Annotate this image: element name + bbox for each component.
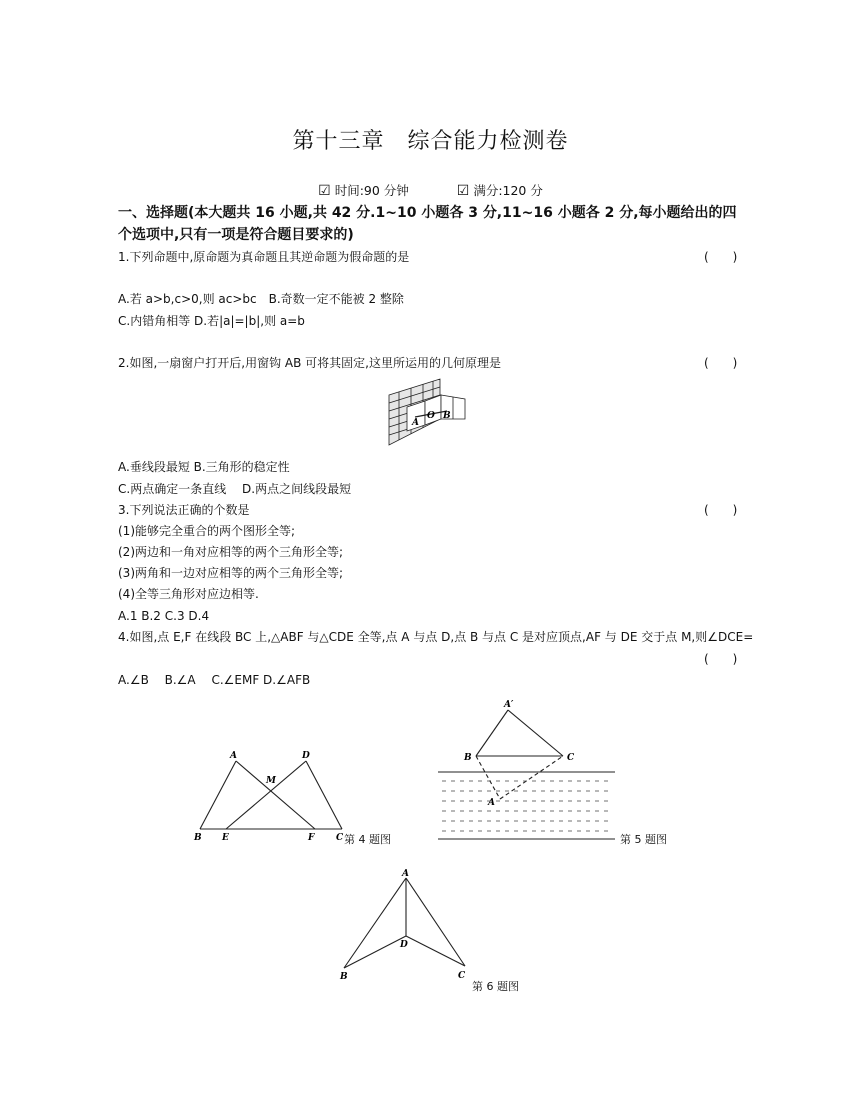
fig4-caption: 第 4 题图 bbox=[344, 833, 391, 846]
fig6-label-d: D bbox=[400, 940, 408, 950]
fig6-label-a: A bbox=[402, 869, 409, 879]
fig6-label-b: B bbox=[340, 972, 348, 982]
q4-answer-paren: ( ) bbox=[704, 652, 738, 666]
q3-answer-paren: ( ) bbox=[704, 503, 738, 517]
fig4-label-a: A bbox=[230, 751, 237, 761]
q3-statement-3: (3)两角和一边对应相等的两个三角形全等; bbox=[118, 566, 344, 580]
fig5-label-a: A bbox=[488, 798, 495, 808]
q2-options-line2: C.两点确定一条直线 D.两点之间线段最短 bbox=[118, 482, 352, 496]
fig4-label-c: C bbox=[336, 833, 344, 843]
q2-window-figure bbox=[385, 373, 475, 448]
fig5-label-b: B bbox=[464, 753, 472, 763]
fig4-label-b: B bbox=[194, 833, 202, 843]
q1-answer-paren: ( ) bbox=[704, 250, 738, 264]
q3-options: A.1 B.2 C.3 D.4 bbox=[118, 609, 210, 623]
q2-label-o: O bbox=[427, 411, 435, 421]
q2-options-line1: A.垂线段最短 B.三角形的稳定性 bbox=[118, 460, 290, 474]
q3-statement-2: (2)两边和一角对应相等的两个三角形全等; bbox=[118, 545, 344, 559]
figure-5 bbox=[430, 698, 620, 848]
fig4-label-f: F bbox=[308, 833, 315, 843]
q4-options: A.∠B B.∠A C.∠EMF D.∠AFB bbox=[118, 673, 311, 687]
fig5-label-a-prime: A′ bbox=[504, 700, 514, 710]
q3-statement-1: (1)能够完全重合的两个图形全等; bbox=[118, 524, 296, 538]
figure-4 bbox=[190, 745, 360, 845]
q3-statement-4: (4)全等三角形对应边相等. bbox=[118, 587, 259, 601]
exam-meta bbox=[0, 181, 861, 199]
q3-stem: 3.下列说法正确的个数是 bbox=[118, 503, 250, 517]
checkbox-icon: ☑ bbox=[318, 183, 331, 199]
q2-label-a: A bbox=[412, 418, 419, 428]
q1-options-line1: A.若 a>b,c>0,则 ac>bc B.奇数一定不能被 2 整除 bbox=[118, 292, 404, 306]
fig4-label-m: M bbox=[266, 776, 276, 786]
section-heading: 一、选择题(本大题共 16 小题,共 42 分.1~10 小题各 3 分,11~16 小题各 2 分,每小题给出的四个选项中,只有一项是符合题目要求的) bbox=[118, 205, 737, 243]
checkbox-icon: ☑ bbox=[456, 183, 470, 199]
q4-stem: 4.如图,点 E,F 在线段 BC 上,△ABF 与△CDE 全等,点 A 与点 D,点 B 与点 C 是对应顶点,AF 与 DE 交于点 M,则∠DCE= bbox=[118, 630, 754, 644]
page-title: 第十三章 综合能力检测卷 bbox=[292, 129, 569, 154]
q2-answer-paren: ( ) bbox=[704, 356, 738, 370]
fig6-label-c: C bbox=[458, 971, 466, 981]
q2-label-b: B bbox=[443, 411, 451, 421]
fig5-label-c: C bbox=[567, 753, 575, 763]
q1-options-line2: C.内错角相等 D.若|a|=|b|,则 a=b bbox=[118, 314, 305, 328]
fig5-caption: 第 5 题图 bbox=[620, 833, 667, 846]
q2-stem: 2.如图,一扇窗户打开后,用窗钩 AB 可将其固定,这里所运用的几何原理是 bbox=[118, 356, 501, 370]
total-score: 满分:120 分 bbox=[473, 183, 543, 198]
fig6-caption: 第 6 题图 bbox=[472, 980, 519, 993]
q1-stem: 1.下列命题中,原命题为真命题且其逆命题为假命题的是 bbox=[118, 250, 410, 264]
fig4-label-d: D bbox=[302, 751, 310, 761]
time-limit: 时间:90 分钟 bbox=[334, 183, 409, 198]
figure-6 bbox=[330, 866, 480, 984]
fig4-label-e: E bbox=[222, 833, 229, 843]
